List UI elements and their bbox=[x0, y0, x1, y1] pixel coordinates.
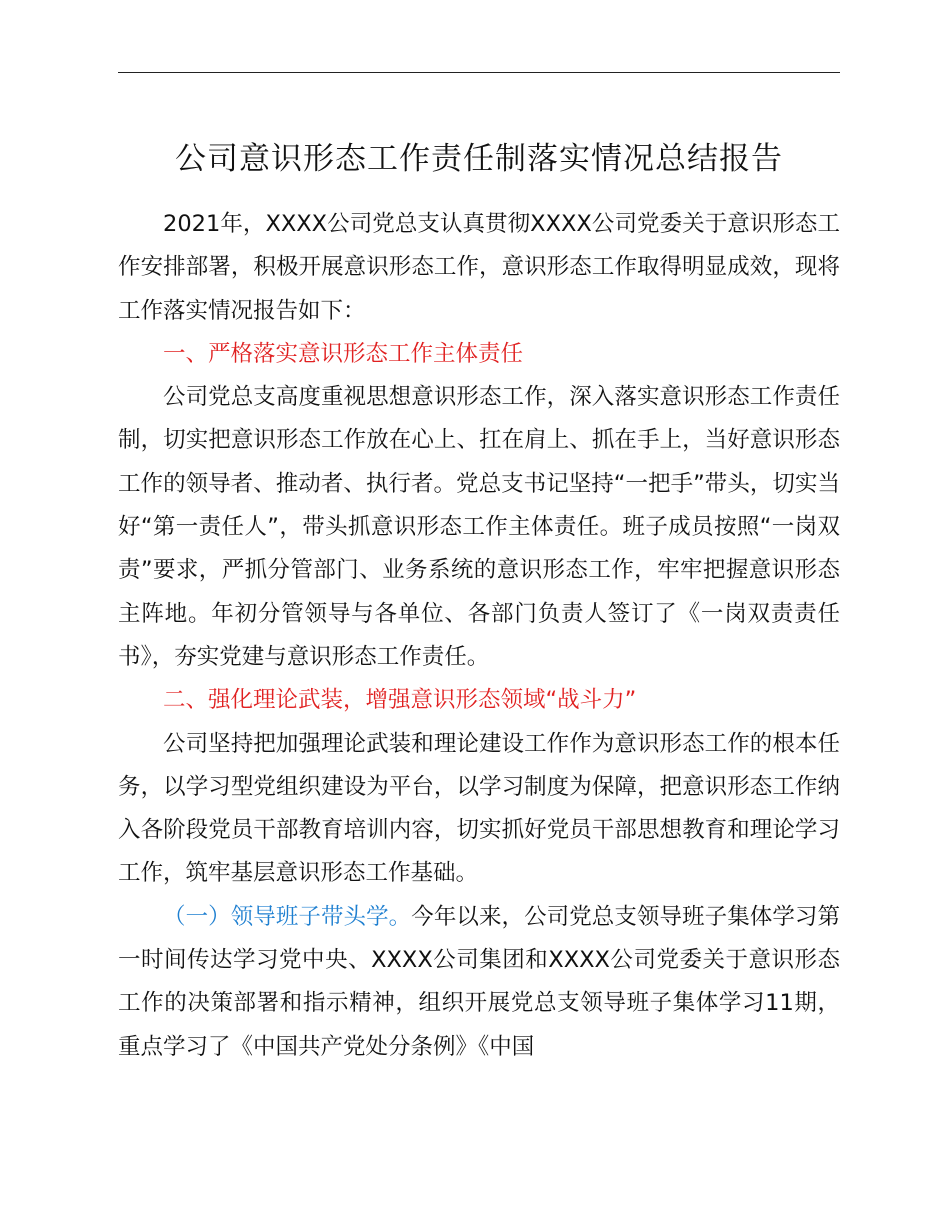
header-rule bbox=[118, 72, 840, 73]
section-1-heading: 一、严格落实意识形态工作主体责任 bbox=[163, 340, 524, 367]
section-1-paragraph: 公司党总支高度重视思想意识形态工作，深入落实意识形态工作责任制，切实把意识形态工作放在心上、扛在肩上、抓在手上，当好意识形态工作的领导者、推动者、执行者。党总支书记坚持“一把手”带头，切实当好“第一责任人”，带头抓意识形态工作主体责任。班子成员按照“一岗双责”要求，严抓分管部门、业务系统的意识形态工作，牢牢把握意识形态主阵地。年初分管领导与各单位、各部门负责人签订了《一岗双责责任书》，夯实党建与意识形态工作责任。 bbox=[118, 384, 840, 670]
subsection-1-paragraph bbox=[118, 896, 840, 1069]
document-title: 公司意识形态工作责任制落实情况总结报告 bbox=[175, 141, 783, 177]
intro-paragraph: 2021年，XXXX公司党总支认真贯彻XXXX公司党委关于意识形态工作安排部署，积极开展意识形态工作，意识形态工作取得明显成效，现将工作落实情况报告如下： bbox=[118, 211, 840, 324]
section-2-paragraph: 公司坚持把加强理论武装和理论建设工作作为意识形态工作的根本任务，以学习型党组织建设为平台，以学习制度为保障，把意识形态工作纳入各阶段党员干部教育培训内容，切实抓好党员干部思想教育和理论学习工作，筑牢基层意识形态工作基础。 bbox=[118, 730, 840, 887]
subsection-1-heading: （一）领导班子带头学。 bbox=[163, 903, 412, 930]
document-body bbox=[118, 203, 840, 1069]
subsection-1-text: 今年以来，公司党总支领导班子集体学习第一时间传达学习党中央、XXXX公司集团和XXXX公司党委关于意识形态工作的决策部署和指示精神，组织开展党总支领导班子集体学习11期，重点学习了《中国共产党处分条例》《中国 bbox=[118, 903, 840, 1060]
section-2-heading: 二、强化理论武装，增强意识形态领域“战斗力” bbox=[163, 687, 637, 714]
